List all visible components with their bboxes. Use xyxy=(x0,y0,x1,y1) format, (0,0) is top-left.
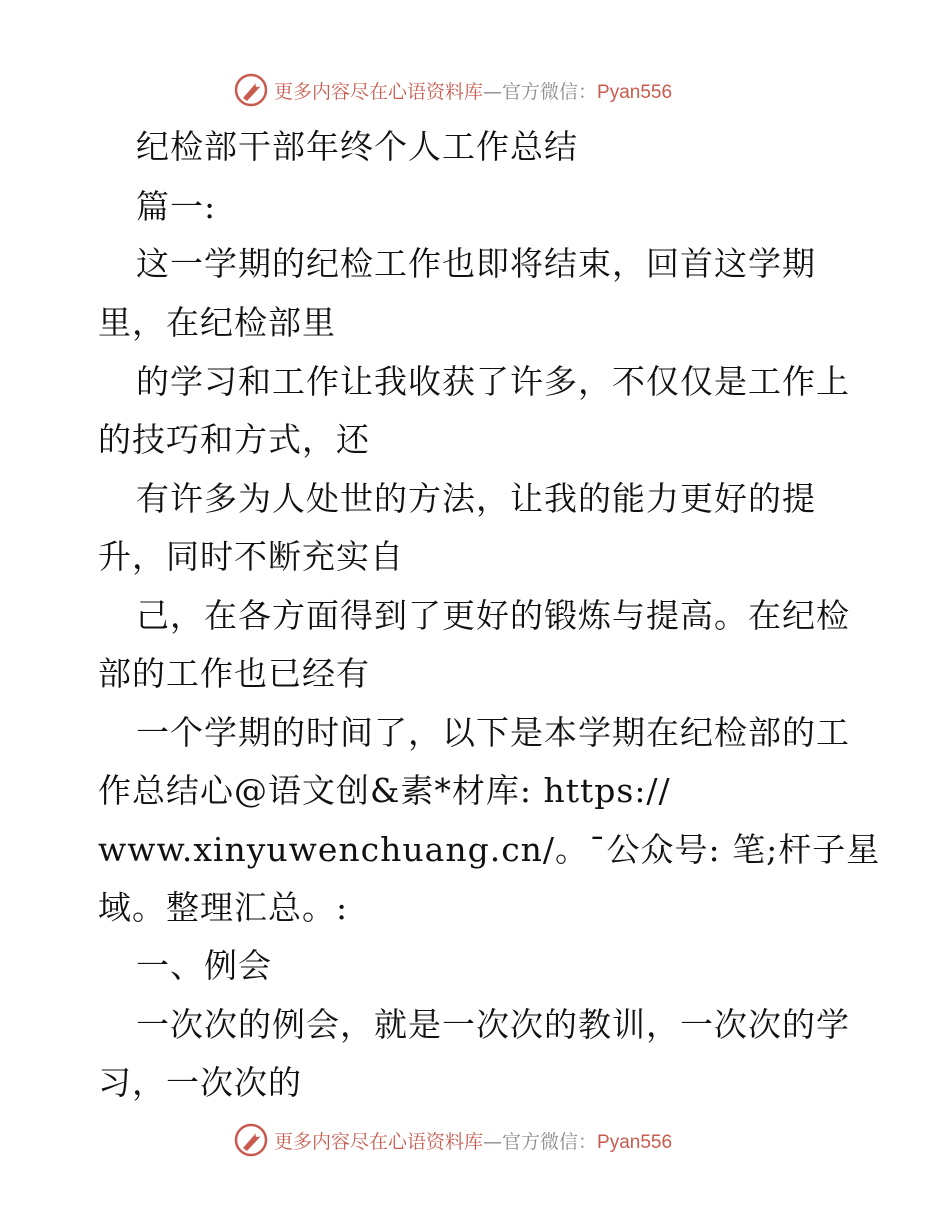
banner-dash: — xyxy=(483,1130,503,1153)
paragraph-line: 一次次的例会，就是一次次的教训，一次次的学 xyxy=(136,1005,850,1044)
banner-site-text: 更多内容尽在心语资料库 xyxy=(274,1130,484,1153)
banner-wechat-id: Pyan556 xyxy=(597,81,673,103)
paragraph-line: 习，一次次的 xyxy=(98,1063,302,1102)
footer-banner xyxy=(234,1122,714,1158)
paragraph-line: 一个学期的时间了，以下是本学期在纪检部的工 xyxy=(136,713,850,752)
paragraph-line: 己，在各方面得到了更好的锻炼与提高。在纪检 xyxy=(136,596,850,635)
section-heading: 篇一: xyxy=(136,187,217,226)
banner-text xyxy=(274,77,672,104)
paragraph-line: 作总结心@语文创&素*材库: https:// xyxy=(98,771,671,810)
banner-wechat-id: Pyan556 xyxy=(597,1131,673,1153)
paragraph-line: 这一学期的纪检工作也即将结束，回首这学期 xyxy=(136,244,816,283)
paragraph-line: www.xinyuwenchuang.cn/。¯公众号: 笔;杆子星 xyxy=(98,830,881,869)
paragraph-line: 部的工作也已经有 xyxy=(98,654,370,693)
banner-dash: — xyxy=(483,80,503,103)
document-title: 纪检部干部年终个人工作总结 xyxy=(136,127,578,166)
paragraph-line: 里，在纪检部里 xyxy=(98,303,336,342)
paragraph-line: 有许多为人处世的方法，让我的能力更好的提 xyxy=(136,479,816,518)
paragraph-line: 的技巧和方式，还 xyxy=(98,420,370,459)
pen-nib-logo-icon xyxy=(234,73,268,107)
paragraph-line: 域。整理汇总。: xyxy=(98,888,349,927)
subheading: 一、例会 xyxy=(136,946,272,985)
banner-wechat-label: 官方微信： xyxy=(502,80,598,103)
header-banner xyxy=(234,72,714,108)
paragraph-line: 升，同时不断充实自 xyxy=(98,537,404,576)
paragraph-line: 的学习和工作让我收获了许多，不仅仅是工作上 xyxy=(136,362,850,401)
pen-nib-logo-icon xyxy=(234,1123,268,1157)
banner-wechat-label: 官方微信： xyxy=(502,1130,598,1153)
banner-site-text: 更多内容尽在心语资料库 xyxy=(274,80,484,103)
banner-text xyxy=(274,1127,672,1154)
